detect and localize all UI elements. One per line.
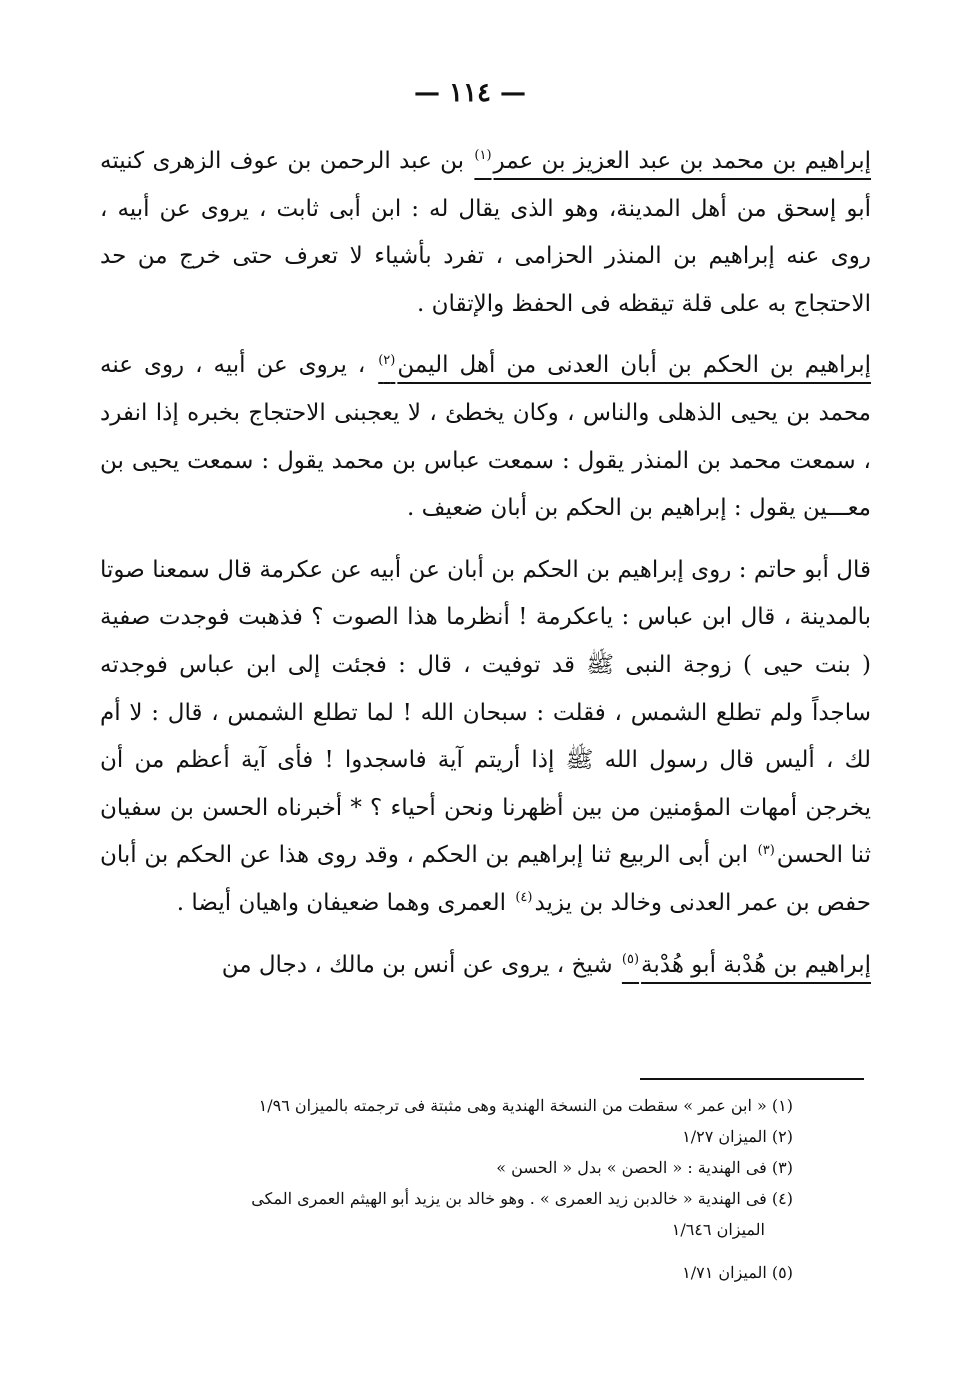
headword-text: إبراهيم بن محمد بن عبد العزيز بن عمر (493, 148, 872, 174)
heading-rest: بن عبد الرحمن بن عوف الزهرى (152, 148, 465, 174)
headword-text: إبراهيم بن هُدْبة أبو هُدْبة (641, 951, 871, 978)
entry-paragraph (100, 547, 871, 928)
page-number: — ١١٤ — (413, 78, 527, 108)
footnote-marker: (١) (474, 148, 492, 164)
heading-rest: ، يروى عن أبيه ، روى عنه (100, 352, 366, 379)
narration-text-3: العمرى وهما ضعيفان واهيان أيضا . (176, 889, 506, 916)
heading-rest: شيخ ، يروى عن أنس بن مالك ، دجال من (221, 951, 613, 978)
footnote-marker: (٢) (378, 352, 396, 368)
footnotes (193, 1090, 793, 1288)
footnote-1: (١) « ابن عمر » سقطت من النسخة الهندية وهى مثبتة فى ترجمته بالميزان ١/٩٦ (258, 1096, 793, 1115)
footnote-4-continuation: الميزان ١/٦٤٦ (671, 1220, 765, 1239)
abu-hatim-narration (100, 547, 871, 928)
footnote-marker: (٤) (515, 890, 533, 906)
entry-paragraph (100, 138, 871, 328)
footnote-3: (٣) فى الهندية : « الحصن » بدل « الحسن » (496, 1158, 793, 1177)
footnote-2: (٢) الميزان ١/٢٧ (682, 1127, 793, 1146)
entry-headword (472, 148, 871, 174)
footnote-separator (640, 1078, 864, 1080)
footnote-marker: (٣) (757, 842, 775, 858)
footnote-marker: (٥) (621, 951, 640, 967)
entry-headword (620, 952, 871, 978)
entry-headword (376, 352, 871, 378)
entry-ibrahim-ibn-al-hakam (100, 342, 871, 532)
entry-ibrahim-ibn-hudba (100, 942, 871, 990)
footnote-4: (٤) فى الهندية « خالدبن زيد العمرى » . وهو خالد بن يزيد أبو الهيثم العمرى المكى (251, 1189, 793, 1208)
entry-paragraph (100, 342, 871, 532)
entry-ibrahim-ibn-muhammad (100, 138, 871, 328)
narration-text-1: قال أبو حاتم : روى إبراهيم بن الحكم بن أبان عن أبيه عن عكرمة قال سمعنا صوتا بالمدينة ، قال ابن عباس : ياعكرمة ! أنظرما هذا الصوت ؟ فذهبت فوجدت صفية ( بنت حيى ) زوجة النبى ﷺ قد توفيت ، قال : فجئت إلى ابن عباس فوجدته ساجداً ولم تطلع الشمس ، فقلت : سبحان الله ! لما تطلع الشمس ، قال : لا أم لك ، أليس قال رسول الله ﷺ إذا أريتم آية فاسجدوا ! فأى آية أعظم من أن يخرجن أمهات المؤمنين من بين أظهرنا ونحن أحياء ؟ * أخبرناه الحسن بن سفيان ثنا الحسن (100, 556, 872, 869)
footnote-5: (٥) الميزان ١/٧١ (682, 1263, 793, 1282)
entry-text: كنيته أبو إسحق من أهل المدينة، وهو الذى يقال له : ابن أبى ثابت ، يروى عن أبيه ، روى عنه إبراهيم بن المنذر الحزامى ، تفرد بأشياء لا تعرف حتى خرج من حد الاحتجاج به على قلة تيقظه فى الحفظ والإتقان . (100, 148, 871, 317)
body-text (100, 138, 871, 1003)
narration-text-2: ابن أبى الربيع ثنا إبراهيم بن الحكم ، وقد روى هذا عن الحكم بن أبان حفص بن عمر العدنى وخالد بن يزيد (100, 842, 871, 916)
entry-paragraph (100, 942, 871, 990)
entry-text: محمد بن يحيى الذهلى والناس ، وكان يخطئ ، لا يعجبنى الاحتجاج بخبره إذا انفرد ، سمعت محمد بن المنذر يقول : سمعت عباس بن محمد يقول : سمعت يحيى بن معـــين يقول : إبراهيم بن الحكم بن أبان ضعيف . (100, 399, 871, 522)
headword-text: إبراهيم بن الحكم بن أبان العدنى من أهل اليمن (397, 352, 872, 379)
